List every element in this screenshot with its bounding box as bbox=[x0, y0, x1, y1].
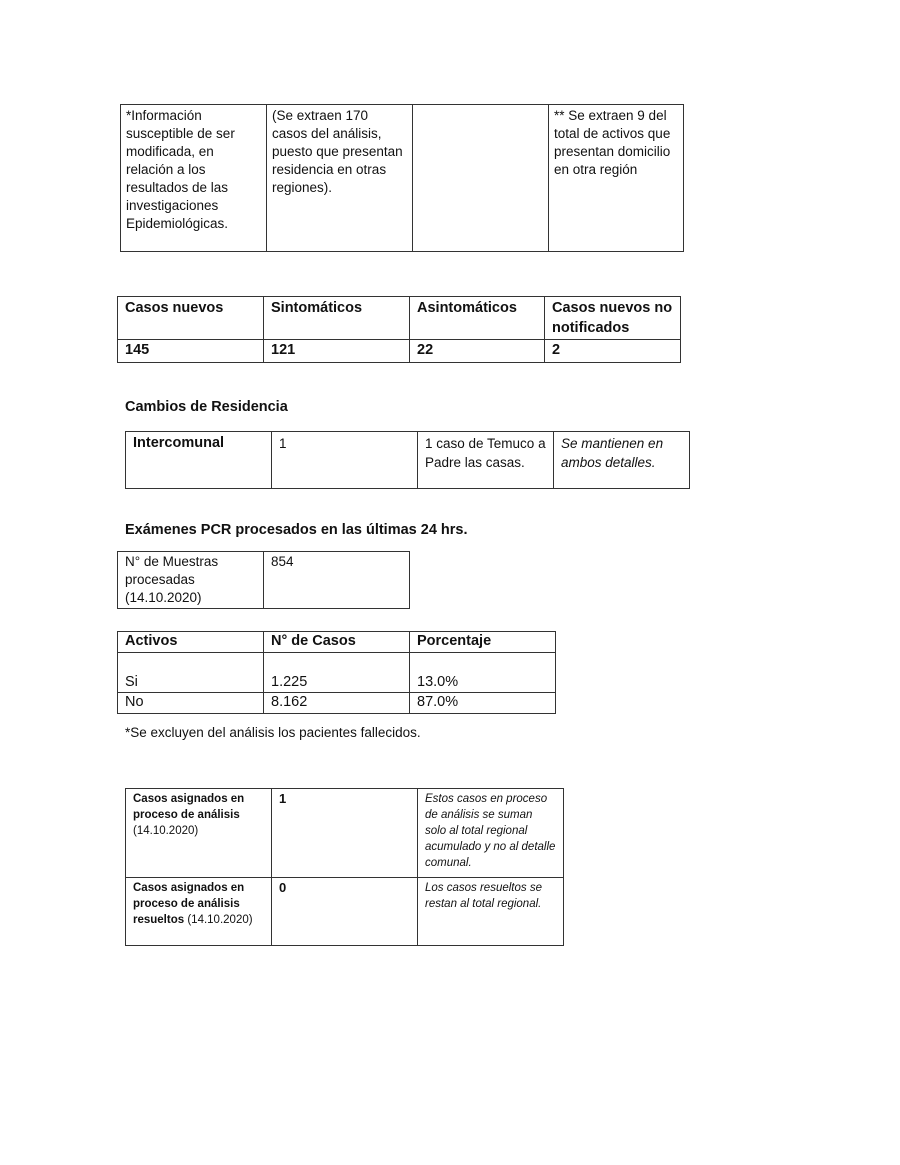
info-note-empty bbox=[413, 105, 549, 252]
active-no-percent: 87.0% bbox=[410, 693, 556, 714]
resolved-label-text: Casos asignados en proceso de análisis resueltos bbox=[133, 882, 245, 926]
table-row bbox=[126, 878, 564, 946]
active-yes-label: Si bbox=[118, 653, 264, 693]
assigned-label-date: (14.10.2020) bbox=[133, 825, 199, 837]
residence-note: Se mantienen en ambos detalles. bbox=[554, 432, 690, 489]
header-new-cases: Casos nuevos bbox=[118, 297, 264, 340]
assigned-cases-table bbox=[125, 788, 564, 946]
table-row bbox=[118, 340, 681, 363]
header-unnotified: Casos nuevos no notificados bbox=[545, 297, 681, 340]
assigned-label-text: Casos asignados en proceso de análisis bbox=[133, 793, 245, 821]
header-symptomatic: Sintomáticos bbox=[264, 297, 410, 340]
info-note-extracted-cases: (Se extraen 170 casos del análisis, puesto que presentan residencia en otras regiones). bbox=[267, 105, 413, 252]
resolved-label-date: (14.10.2020) bbox=[187, 914, 253, 926]
info-notes-table bbox=[120, 104, 684, 252]
resolved-label bbox=[126, 878, 272, 946]
active-yes-percent: 13.0% bbox=[410, 653, 556, 693]
info-note-modifiable: *Información susceptible de ser modificada, en relación a los resultados de las investigaciones Epidemiológicas. bbox=[121, 105, 267, 252]
exclusion-note: *Se excluyen del análisis los pacientes fallecidos. bbox=[125, 725, 421, 740]
active-no-count: 8.162 bbox=[264, 693, 410, 714]
residence-count: 1 bbox=[272, 432, 418, 489]
table-row bbox=[118, 693, 556, 714]
resolved-note: Los casos resueltos se restan al total regional. bbox=[418, 878, 564, 946]
residence-detail: 1 caso de Temuco a Padre las casas. bbox=[418, 432, 554, 489]
active-cases-table bbox=[117, 631, 556, 714]
pcr-label: N° de Muestras procesadas (14.10.2020) bbox=[118, 552, 264, 609]
pcr-table bbox=[117, 551, 410, 609]
new-cases-table bbox=[117, 296, 681, 363]
value-asymptomatic: 22 bbox=[410, 340, 545, 363]
info-note-extracted-actives: ** Se extraen 9 del total de activos que presentan domicilio en otra región bbox=[549, 105, 684, 252]
header-asymptomatic: Asintomáticos bbox=[410, 297, 545, 340]
table-row bbox=[118, 653, 556, 693]
pcr-value: 854 bbox=[264, 552, 410, 609]
active-no-label: No bbox=[118, 693, 264, 714]
active-yes-count: 1.225 bbox=[264, 653, 410, 693]
table-row bbox=[118, 552, 410, 609]
residence-heading: Cambios de Residencia bbox=[125, 399, 288, 415]
table-row bbox=[121, 105, 684, 252]
value-symptomatic: 121 bbox=[264, 340, 410, 363]
table-header-row bbox=[118, 297, 681, 340]
residence-type: Intercomunal bbox=[126, 432, 272, 489]
table-row bbox=[126, 789, 564, 878]
header-case-count: N° de Casos bbox=[264, 632, 410, 653]
value-unnotified: 2 bbox=[545, 340, 681, 363]
header-percentage: Porcentaje bbox=[410, 632, 556, 653]
header-active: Activos bbox=[118, 632, 264, 653]
residence-table bbox=[125, 431, 690, 489]
table-header-row bbox=[118, 632, 556, 653]
resolved-value: 0 bbox=[272, 878, 418, 946]
table-row bbox=[126, 432, 690, 489]
pcr-heading: Exámenes PCR procesados en las últimas 24 hrs. bbox=[125, 522, 468, 538]
assigned-value: 1 bbox=[272, 789, 418, 878]
value-new-cases: 145 bbox=[118, 340, 264, 363]
assigned-label bbox=[126, 789, 272, 878]
assigned-note: Estos casos en proceso de análisis se suman solo al total regional acumulado y no al detalle comunal. bbox=[418, 789, 564, 878]
